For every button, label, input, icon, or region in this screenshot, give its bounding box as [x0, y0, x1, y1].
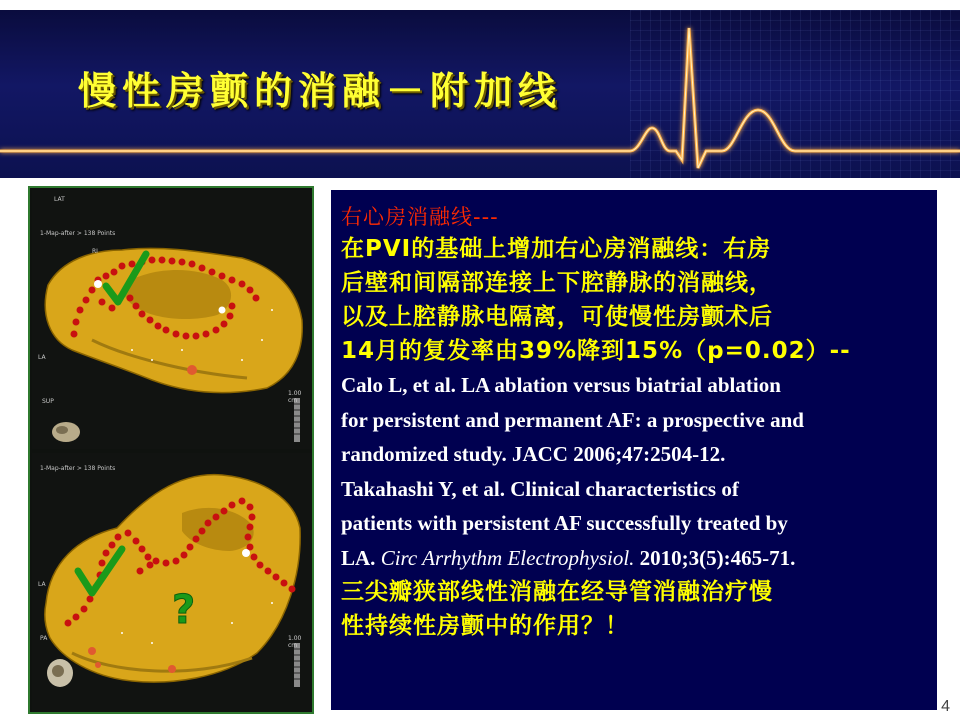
label-la: LA — [38, 581, 46, 588]
finding-line: 后壁和间隔部连接上下腔静脉的消融线， — [341, 270, 773, 296]
label-ri: RI — [92, 248, 98, 255]
text-heading: 右心房消融线--- — [341, 205, 499, 229]
reference-line: Takahashi Y, et al. Clinical characteristics of — [341, 476, 739, 501]
slide-number: 4 — [941, 698, 950, 715]
reference-line: patients with persistent AF successfully treated by — [341, 511, 788, 535]
finding-line: 14月的复发率由39%降到15%（p=0.02）-- — [341, 338, 851, 364]
atrium-shape-top — [45, 248, 302, 392]
la-map-top-image — [32, 190, 312, 449]
finding-line: 在PVI的基础上增加右心房消融线：右房 — [341, 236, 772, 262]
scale-label-bottom: 1.00 cm — [288, 635, 302, 649]
label-sup: SUP — [42, 398, 54, 405]
journal-name: Circ Arrhythm Electrophysiol. — [380, 545, 635, 570]
map-header: LAT — [54, 196, 65, 203]
reference-line: randomized study. JACC 2006;47:2504-12. — [341, 442, 726, 466]
map-sub-header: 1-Map-after > 138 Points — [40, 465, 116, 472]
map-sub-header: 1-Map-after > 138 Points — [40, 230, 116, 237]
label-pa: PA — [40, 635, 48, 642]
ref-prefix: LA. — [341, 545, 381, 570]
finding-line: 以及上腔静脉电隔离，可使慢性房颤术后 — [341, 304, 773, 330]
ref-suffix: 2010;3(5):465-71. — [634, 545, 796, 570]
reference-line-last — [341, 541, 929, 576]
reference-line: for persistent and permanent AF: a prospective and — [341, 407, 804, 432]
reference-line: Calo L, et al. LA ablation versus biatrial ablation — [341, 373, 781, 397]
label-la: LA — [38, 354, 46, 361]
slide-title: 慢性房颤的消融－附加线 — [78, 69, 563, 113]
la-map-bottom-image — [32, 453, 312, 712]
question-mark-bottom: ? — [172, 587, 196, 633]
electroanatomic-map-panel — [28, 186, 314, 714]
question-line: 三尖瓣狭部线性消融在经导管消融治疗慢 — [341, 579, 773, 605]
question-line: 性持续性房颤中的作用？！ — [341, 613, 629, 639]
text-box — [331, 190, 937, 710]
scale-label-top: 1.00 cm — [288, 390, 302, 404]
title-banner — [0, 10, 960, 178]
